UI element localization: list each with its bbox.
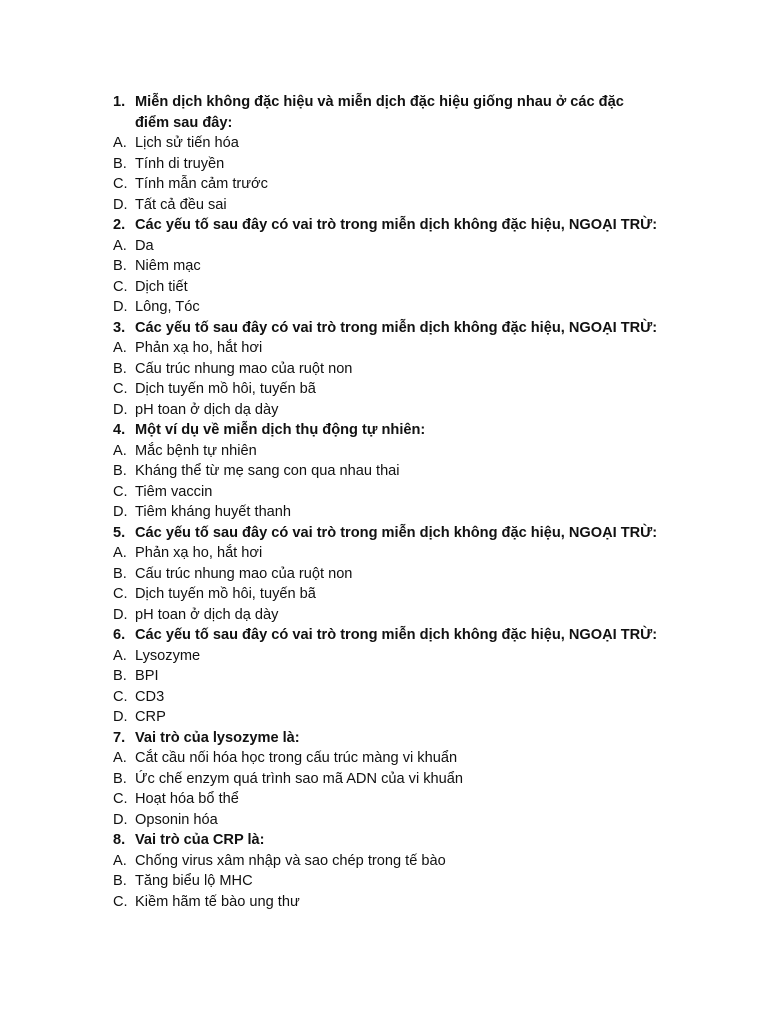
question-text: Các yếu tố sau đây có vai trò trong miễn dịch không đặc hiệu, NGOẠI TRỪ:	[135, 319, 658, 336]
option-letter: A.	[113, 340, 127, 356]
option-text: Cấu trúc nhung mao của ruột non	[135, 565, 353, 582]
question-number: 8.	[113, 832, 126, 848]
option-text: BPI	[135, 668, 159, 684]
option-letter: C.	[113, 176, 128, 192]
option-letter: A.	[113, 442, 127, 459]
answer-option	[113, 892, 733, 913]
option-text: Dịch tuyến mồ hôi, tuyến bã	[135, 381, 316, 397]
option-text: Chống virus xâm nhập và sao chép trong tế bào	[135, 852, 446, 869]
answer-option	[113, 174, 733, 195]
option-text: Ức chế enzym quá trình sao mã ADN của vi khuẩn	[135, 770, 464, 787]
question-number: 7.	[113, 729, 126, 746]
answer-option	[113, 441, 733, 462]
option-text: Phản xạ ho, hắt hơi	[135, 340, 263, 356]
option-text: Da	[135, 237, 154, 254]
answer-option	[113, 195, 733, 216]
answer-option	[113, 400, 733, 421]
question-line	[113, 830, 733, 851]
question-number: 3.	[113, 319, 126, 336]
option-letter: C.	[113, 381, 128, 397]
question-number: 4.	[113, 422, 126, 438]
answer-option	[113, 338, 733, 359]
question-list	[113, 92, 733, 912]
option-text: Phản xạ ho, hắt hơi	[135, 545, 263, 561]
option-letter: B.	[113, 565, 127, 582]
question-text-continued: điểm sau đây:	[135, 114, 233, 131]
option-letter: A.	[113, 135, 127, 151]
answer-option	[113, 277, 733, 298]
option-text: Tính mẫn cảm trước	[135, 176, 268, 192]
option-text: Kiềm hãm tế bào ung thư	[135, 893, 300, 910]
option-letter: D.	[113, 811, 128, 828]
question-block	[113, 215, 733, 318]
answer-option	[113, 482, 733, 503]
option-letter: C.	[113, 483, 128, 500]
option-letter: C.	[113, 586, 128, 602]
option-letter: A.	[113, 750, 127, 766]
option-text: Tất cả đều sai	[135, 196, 227, 213]
option-text: Dịch tuyến mồ hôi, tuyến bã	[135, 586, 316, 602]
answer-option	[113, 236, 733, 257]
answer-option	[113, 584, 733, 605]
option-letter: D.	[113, 299, 128, 315]
answer-option	[113, 564, 733, 585]
option-letter: A.	[113, 647, 127, 664]
question-text: Các yếu tố sau đây có vai trò trong miễn dịch không đặc hiệu, NGOẠI TRỪ:	[135, 524, 658, 541]
option-letter: D.	[113, 196, 128, 213]
answer-option	[113, 502, 733, 523]
option-letter: C.	[113, 791, 128, 807]
question-line	[113, 523, 733, 544]
option-text: Tính di truyền	[135, 155, 225, 172]
option-text: pH toan ở dịch dạ dày	[135, 401, 279, 418]
option-text: Hoạt hóa bổ thể	[135, 791, 239, 807]
answer-option	[113, 646, 733, 667]
option-text: Cắt cầu nối hóa học trong cấu trúc màng vi khuẩn	[135, 750, 458, 766]
answer-option	[113, 543, 733, 564]
question-text: Các yếu tố sau đây có vai trò trong miễn dịch không đặc hiệu, NGOẠI TRỪ:	[135, 627, 658, 643]
answer-option	[113, 707, 733, 728]
question-text: Vai trò của CRP là:	[135, 832, 265, 848]
option-letter: B.	[113, 770, 127, 787]
option-text: Mắc bệnh tự nhiên	[135, 442, 257, 459]
answer-option	[113, 871, 733, 892]
option-letter: D.	[113, 606, 128, 623]
answer-option	[113, 359, 733, 380]
option-text: Tăng biểu lộ MHC	[135, 873, 253, 889]
question-number: 1.	[113, 94, 126, 110]
option-letter: A.	[113, 237, 127, 254]
answer-option	[113, 769, 733, 790]
question-block	[113, 625, 733, 728]
option-text: Lysozyme	[135, 647, 201, 664]
option-letter: C.	[113, 893, 128, 910]
answer-option	[113, 851, 733, 872]
question-block	[113, 830, 733, 912]
question-text: Miễn dịch không đặc hiệu và miễn dịch đặc hiệu giống nhau ở các đặc	[135, 94, 624, 110]
answer-option	[113, 154, 733, 175]
question-block	[113, 318, 733, 421]
answer-option	[113, 256, 733, 277]
option-letter: B.	[113, 873, 127, 889]
question-block	[113, 728, 733, 831]
option-text: Lông, Tóc	[135, 299, 200, 315]
option-text: Dịch tiết	[135, 278, 188, 295]
answer-option	[113, 810, 733, 831]
option-letter: D.	[113, 504, 128, 520]
option-text: CRP	[135, 709, 166, 725]
option-letter: B.	[113, 668, 127, 684]
option-text: CD3	[135, 688, 165, 705]
answer-option	[113, 297, 733, 318]
answer-option	[113, 687, 733, 708]
option-letter: B.	[113, 360, 127, 377]
question-block	[113, 420, 733, 523]
option-text: Tiêm vaccin	[135, 483, 213, 500]
question-line	[113, 625, 733, 646]
question-number: 6.	[113, 627, 126, 643]
answer-option	[113, 789, 733, 810]
question-block	[113, 523, 733, 626]
question-text: Các yếu tố sau đây có vai trò trong miễn dịch không đặc hiệu, NGOẠI TRỪ:	[135, 217, 658, 233]
question-text: Một ví dụ về miễn dịch thụ động tự nhiên:	[135, 422, 426, 438]
option-text: Kháng thể từ mẹ sang con qua nhau thai	[135, 463, 400, 479]
option-letter: B.	[113, 463, 127, 479]
option-letter: A.	[113, 852, 127, 869]
option-text: Lịch sử tiến hóa	[135, 135, 239, 151]
question-text: Vai trò của lysozyme là:	[135, 729, 300, 746]
option-text: pH toan ở dịch dạ dày	[135, 606, 279, 623]
answer-option	[113, 748, 733, 769]
option-letter: D.	[113, 709, 128, 725]
option-text: Niêm mạc	[135, 258, 201, 274]
option-letter: B.	[113, 155, 127, 172]
question-line	[113, 728, 733, 749]
option-letter: B.	[113, 258, 127, 274]
question-line	[113, 318, 733, 339]
answer-option	[113, 666, 733, 687]
option-letter: A.	[113, 545, 127, 561]
option-letter: C.	[113, 278, 128, 295]
option-letter: D.	[113, 401, 128, 418]
answer-option	[113, 133, 733, 154]
option-text: Cấu trúc nhung mao của ruột non	[135, 360, 353, 377]
answer-option	[113, 461, 733, 482]
answer-option	[113, 379, 733, 400]
question-block	[113, 92, 733, 215]
option-text: Opsonin hóa	[135, 811, 218, 828]
answer-option	[113, 605, 733, 626]
question-line	[113, 420, 733, 441]
option-letter: C.	[113, 688, 128, 705]
question-line	[113, 215, 733, 236]
question-number: 2.	[113, 217, 126, 233]
question-number: 5.	[113, 524, 126, 541]
question-line	[113, 92, 733, 113]
option-text: Tiêm kháng huyết thanh	[135, 504, 292, 520]
